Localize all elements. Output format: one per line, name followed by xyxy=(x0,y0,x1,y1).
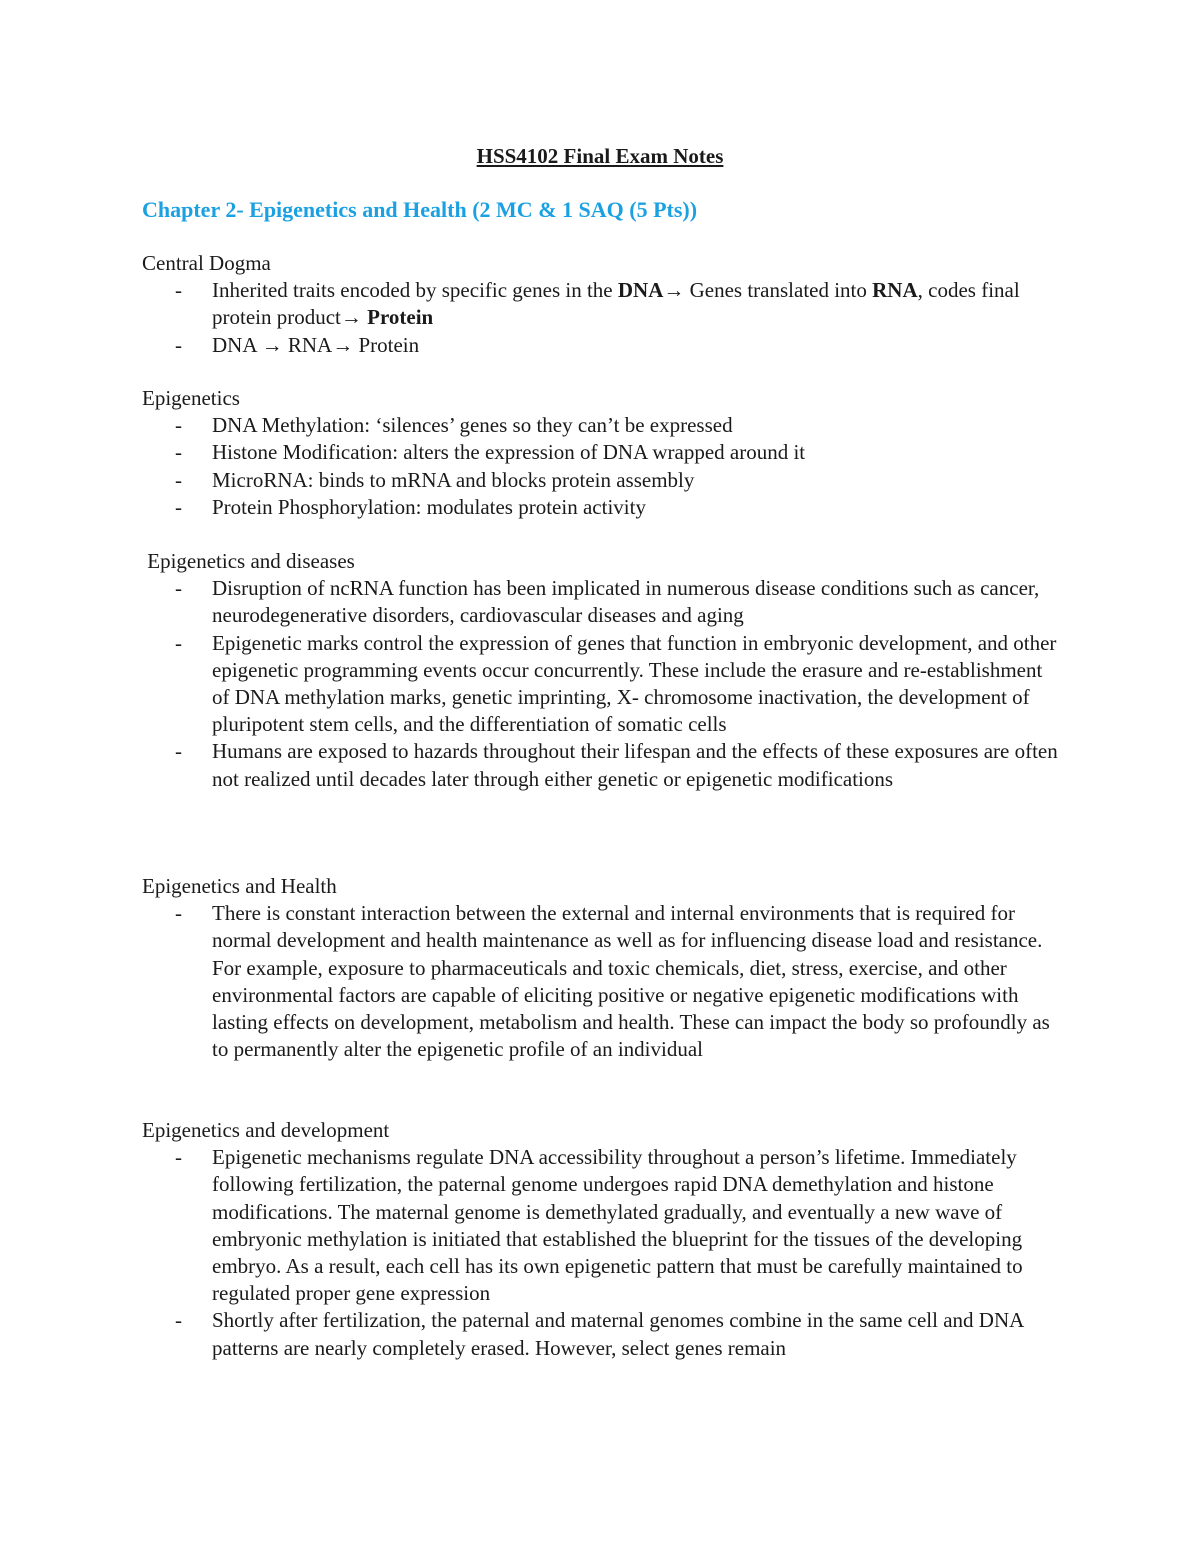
document-title: HSS4102 Final Exam Notes xyxy=(476,144,724,168)
list-item xyxy=(142,332,1062,359)
bullet-dash: - xyxy=(175,630,182,655)
section-epigenetics-health xyxy=(142,873,1062,1063)
item-text: DNA xyxy=(212,332,262,357)
list-item xyxy=(142,630,1062,739)
bullet-list xyxy=(142,1144,1062,1362)
item-text: DNA Methylation: ‘silences’ genes so they can’t be expressed xyxy=(212,413,733,438)
bullet-dash: - xyxy=(175,494,182,519)
bullet-dash: - xyxy=(175,278,182,303)
list-item xyxy=(142,738,1062,792)
bold-term: Protein xyxy=(367,305,434,330)
item-text: Epigenetic marks control the expression of genes that function in embryonic development, and other epigenetic programming events occur concurrently. These include the erasure and re-establishment of DNA methylation marks, genetic imprinting, X- chromosome inactivation, the development of pluripotent stem cells, and the differentiation of somatic cells xyxy=(212,630,1057,737)
bullet-list xyxy=(142,412,1062,521)
section-heading: Epigenetics and Health xyxy=(142,874,337,898)
section-heading: Epigenetics and development xyxy=(142,1118,390,1142)
item-text: Genes translated into xyxy=(684,278,873,303)
bullet-list xyxy=(142,575,1062,793)
section-heading: Epigenetics xyxy=(142,386,240,410)
bullet-dash: - xyxy=(175,739,182,764)
list-item xyxy=(142,439,1062,466)
item-text: Disruption of ncRNA function has been implicated in numerous disease conditions such as cancer, neurodegenerative disorders, cardiovascular diseases and aging xyxy=(212,576,1040,628)
list-item xyxy=(142,494,1062,521)
section-central-dogma xyxy=(142,250,1062,359)
list-item xyxy=(142,575,1062,629)
arrow-icon: → xyxy=(261,332,283,357)
list-item xyxy=(142,900,1062,1063)
list-item xyxy=(142,1307,1062,1361)
bold-term: RNA xyxy=(872,278,918,303)
item-text: Protein xyxy=(353,332,420,357)
chapter-heading: Chapter 2- Epigenetics and Health (2 MC & 1 SAQ (5 Pts)) xyxy=(142,197,698,222)
bullet-dash: - xyxy=(175,332,182,357)
bullet-dash: - xyxy=(175,576,182,601)
item-text: Epigenetic mechanisms regulate DNA accessibility throughout a person’s lifetime. Immediately following fertilization, the paternal genome undergoes rapid DNA demethylation and histone modifications. The maternal genome is demethylated gradually, and eventually a new wave of embryonic methylation is initiated that established the blueprint for the tissues of the developing embryo. As a result, each cell has its own epigenetic pattern that must be carefully maintained to regulated proper gene expression xyxy=(212,1145,1023,1306)
list-item xyxy=(142,412,1062,439)
list-item xyxy=(142,1144,1062,1307)
list-item xyxy=(142,277,1062,331)
item-text: There is constant interaction between the external and internal environments that is required for normal development and health maintenance as well as for influencing disease load and resistance. For example, exposure to pharmaceuticals and toxic chemicals, diet, stress, exercise, and other environmental factors are capable of eliciting positive or negative epigenetic modifications with lasting effects on development, metabolism and health. These can impact the body so profoundly as to permanently alter the epigenetic profile of an individual xyxy=(212,901,1050,1062)
bullet-list xyxy=(142,277,1062,359)
item-text: Inherited traits encoded by specific genes in the xyxy=(212,278,618,303)
bullet-dash: - xyxy=(175,440,182,465)
item-text: Histone Modification: alters the expression of DNA wrapped around it xyxy=(212,440,806,465)
item-text: RNA xyxy=(282,332,333,357)
section-epigenetics-diseases xyxy=(142,548,1062,793)
list-item xyxy=(142,467,1062,494)
section-heading: Central Dogma xyxy=(142,251,271,275)
bullet-dash: - xyxy=(175,413,182,438)
section-epigenetics-development xyxy=(142,1117,1062,1362)
arrow-icon: → xyxy=(332,332,354,357)
bold-term: DNA xyxy=(617,278,664,303)
bullet-dash: - xyxy=(175,901,182,926)
item-text: MicroRNA: binds to mRNA and blocks protein assembly xyxy=(212,467,695,492)
section-epigenetics xyxy=(142,385,1062,521)
item-text: Protein Phosphorylation: modulates protein activity xyxy=(212,494,646,519)
bullet-dash: - xyxy=(175,1308,182,1333)
bullet-dash: - xyxy=(175,1145,182,1170)
bullet-dash: - xyxy=(175,467,182,492)
arrow-icon: → xyxy=(340,305,362,330)
section-heading: Epigenetics and diseases xyxy=(142,549,355,573)
item-text: Shortly after fertilization, the paternal and maternal genomes combine in the same cell and DNA patterns are nearly completely erased. However, select genes remain xyxy=(212,1308,1024,1360)
item-text: Humans are exposed to hazards throughout their lifespan and the effects of these exposures are often not realized until decades later through either genetic or epigenetic modifications xyxy=(212,739,1058,791)
arrow-icon: → xyxy=(663,278,685,303)
bullet-list xyxy=(142,900,1062,1063)
item-text: , codes final protein product xyxy=(212,278,1020,330)
